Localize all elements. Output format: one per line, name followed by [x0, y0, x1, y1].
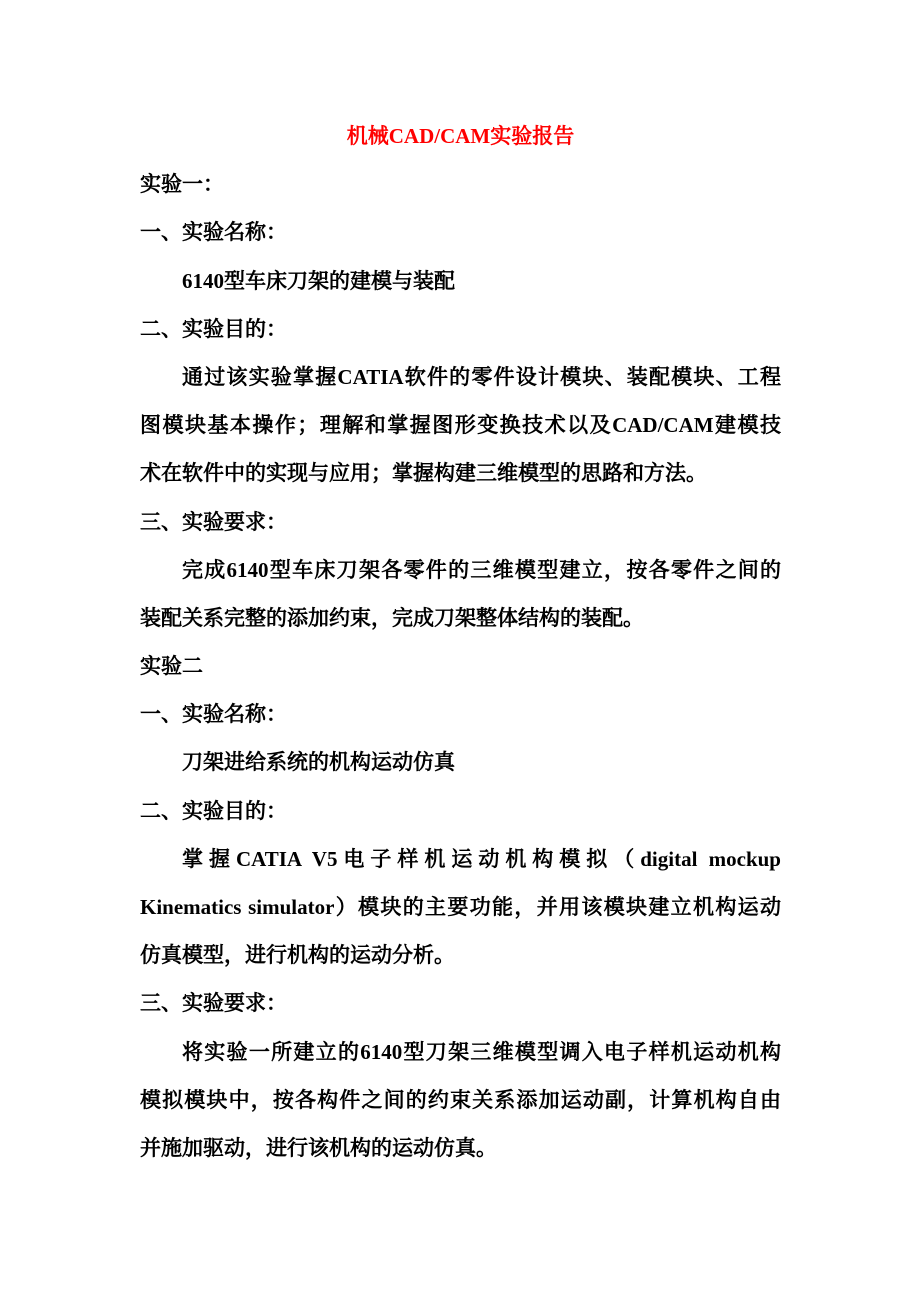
- text-line: 装配关系完整的添加约束，完成刀架整体结构的装配。: [140, 605, 644, 630]
- text-line: 术在软件中的实现与应用；掌握构建三维模型的思路和方法。: [140, 461, 707, 486]
- report-title: 机械CAD/CAM实验报告: [346, 124, 575, 148]
- text-line: 一、实验名称：: [140, 702, 287, 727]
- text-line: 一、实验名称：: [140, 220, 287, 245]
- document-body: [140, 160, 781, 1172]
- text-line: 仿真模型，进行机构的运动分析。: [140, 943, 455, 968]
- text-line: 实验一：: [140, 172, 224, 197]
- text-line: 三、实验要求：: [140, 991, 287, 1016]
- text-line: 二、实验目的：: [140, 316, 287, 341]
- text-line: 三、实验要求：: [140, 509, 287, 534]
- text-line: 模拟模块中，按各构件之间的约束关系添加运动副，计算机构自由: [140, 1087, 781, 1112]
- text-line: 刀架进给系统的机构运动仿真: [182, 750, 455, 775]
- text-line: 完成6140型车床刀架各零件的三维模型建立，按各零件之间的: [182, 557, 781, 582]
- document-page: [140, 112, 781, 1172]
- text-line: 二、实验目的：: [140, 798, 287, 823]
- text-line: 将实验一所建立的6140型刀架三维模型调入电子样机运动机构: [182, 1039, 781, 1064]
- text-line: 掌握CATIA V5电子样机运动机构模拟（digital mockup: [182, 846, 781, 871]
- text-line: 通过该实验掌握CATIA软件的零件设计模块、装配模块、工程: [182, 364, 781, 389]
- text-line: 实验二: [140, 654, 203, 679]
- text-line: Kinematics simulator）模块的主要功能，并用该模块建立机构运动: [140, 895, 781, 919]
- text-line: 图模块基本操作；理解和掌握图形变换技术以及CAD/CAM建模技: [140, 413, 781, 438]
- text-line: 6140型车床刀架的建模与装配: [182, 268, 455, 293]
- text-line: 并施加驱动，进行该机构的运动仿真。: [140, 1135, 497, 1160]
